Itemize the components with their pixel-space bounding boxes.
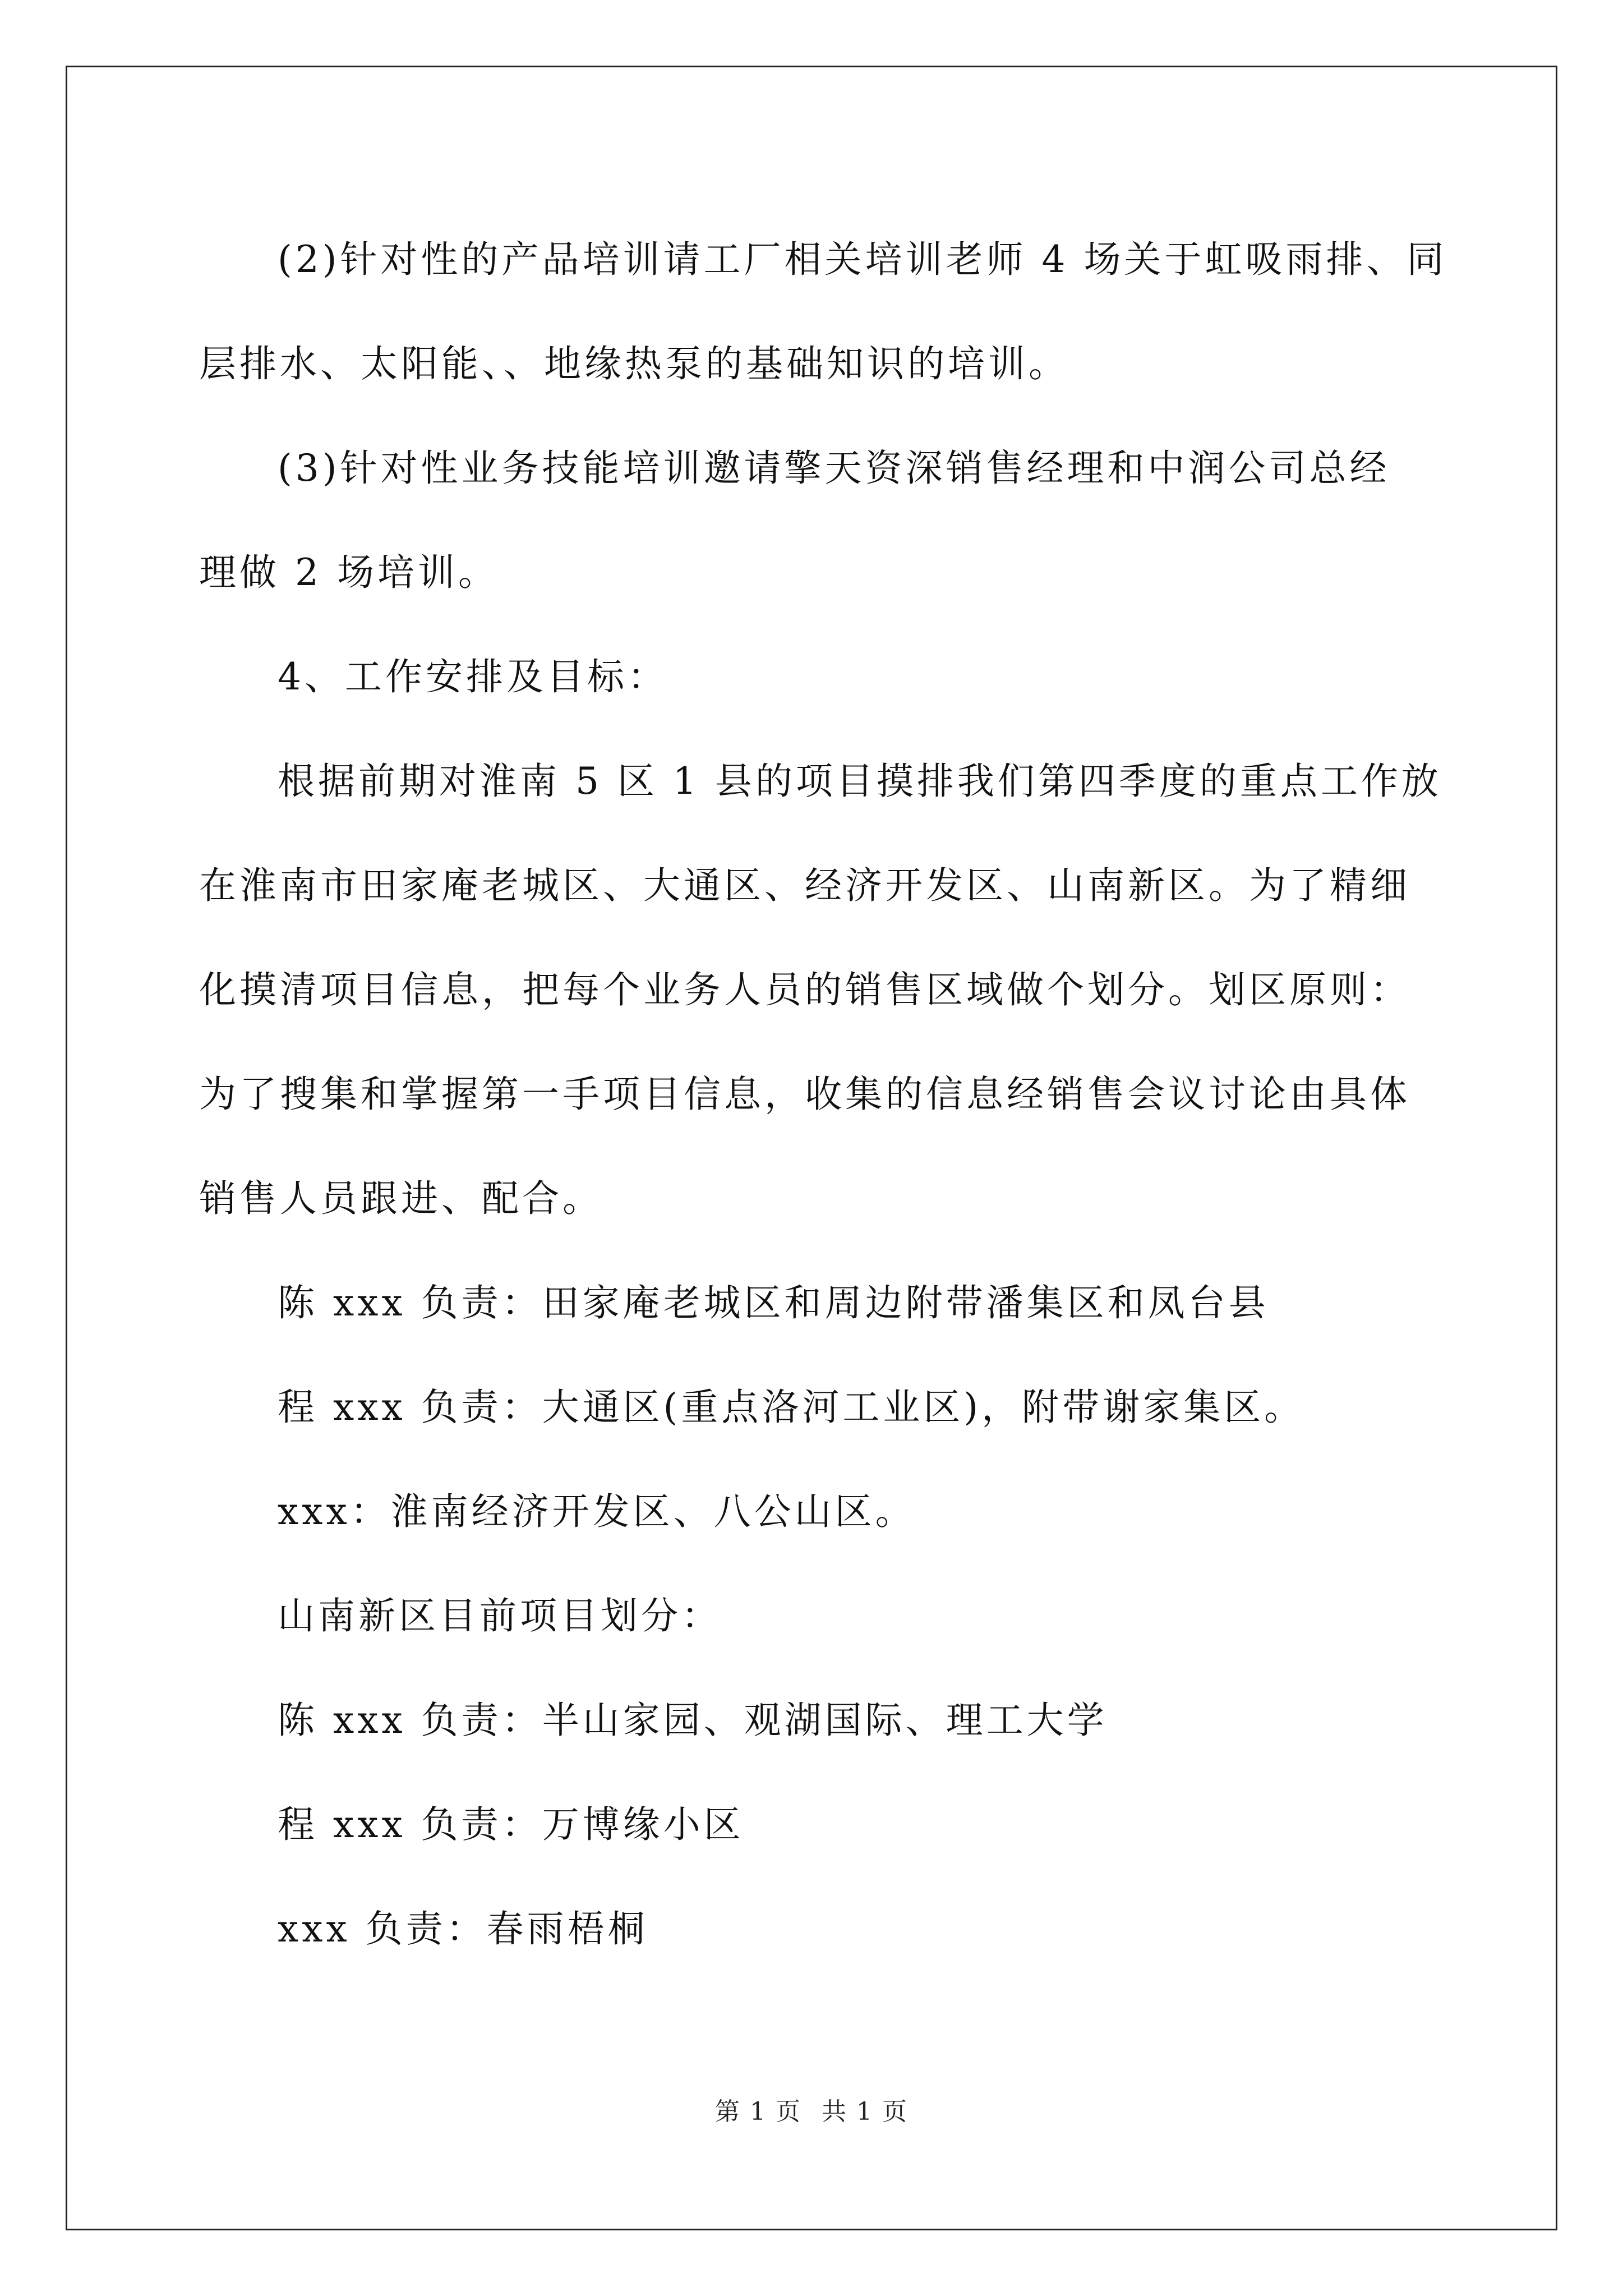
paragraph-line: 销售人员跟进、配合。 bbox=[199, 1177, 603, 1220]
paragraph-line: 理做 2 场培训。 bbox=[199, 551, 499, 594]
page-number-total: 共 1 页 bbox=[822, 2097, 908, 2126]
paragraph-line: 在淮南市田家庵老城区、大通区、经济开发区、山南新区。为了精细 bbox=[199, 864, 1410, 907]
subsection-heading: 山南新区目前项目划分： bbox=[278, 1594, 722, 1637]
assignment-line: xxx：淮南经济开发区、八公山区。 bbox=[278, 1490, 916, 1533]
paragraph-line: 为了搜集和掌握第一手项目信息，收集的信息经销售会议讨论由具体 bbox=[199, 1073, 1410, 1116]
paragraph-line: (2)针对性的产品培训请工厂相关培训老师 4 场关于虹吸雨排、同 bbox=[278, 238, 1447, 281]
assignment-line: xxx 负责：春雨梧桐 bbox=[278, 1907, 648, 1950]
paragraph-line: 化摸清项目信息，把每个业务人员的销售区域做个划分。划区原则： bbox=[199, 968, 1410, 1011]
assignment-line: 程 xxx 负责：万博缘小区 bbox=[278, 1803, 744, 1846]
section-heading: 4、工作安排及目标： bbox=[278, 655, 668, 698]
assignment-line: 陈 xxx 负责：半山家园、观湖国际、理工大学 bbox=[278, 1699, 1108, 1742]
paragraph-line: (3)针对性业务技能培训邀请擎天资深销售经理和中润公司总经 bbox=[278, 447, 1390, 490]
page-number-current: 第 1 页 bbox=[715, 2097, 801, 2126]
document-body bbox=[199, 208, 1447, 1981]
paragraph-line: 层排水、太阳能、、地缘热泵的基础知识的培训。 bbox=[199, 342, 1069, 385]
page-footer bbox=[0, 2091, 1623, 2127]
assignment-line: 陈 xxx 负责：田家庵老城区和周边附带潘集区和凤台县 bbox=[278, 1281, 1269, 1324]
assignment-line: 程 xxx 负责：大通区(重点洛河工业区)，附带谢家集区。 bbox=[278, 1386, 1305, 1429]
paragraph-line: 根据前期对淮南 5 区 1 县的项目摸排我们第四季度的重点工作放 bbox=[278, 760, 1442, 803]
